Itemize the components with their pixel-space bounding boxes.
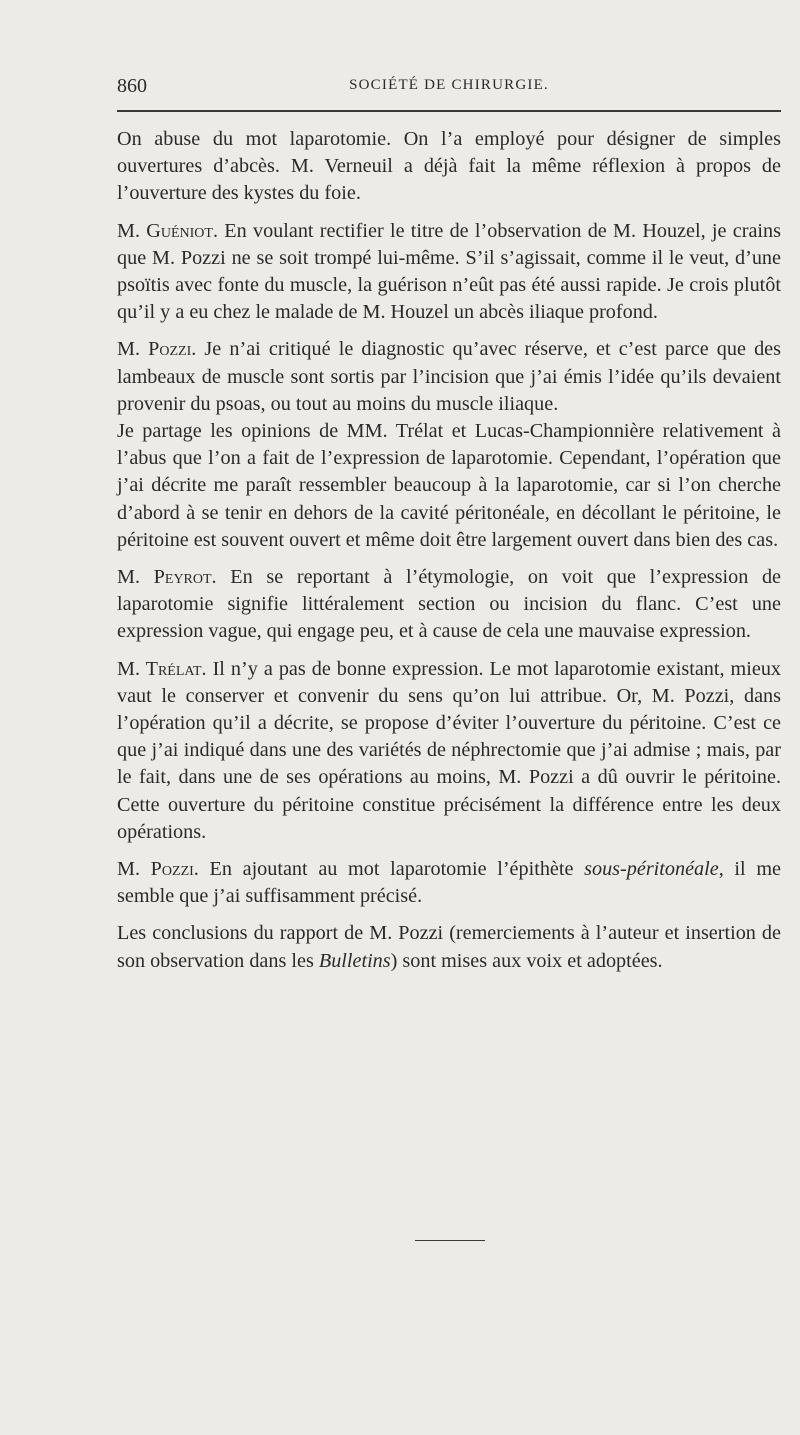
italic-term: sous-péritonéale xyxy=(584,858,719,881)
paragraph xyxy=(117,126,781,208)
paragraph xyxy=(117,418,781,554)
speaker-name: M. Pozzi. xyxy=(117,338,197,361)
paragraph xyxy=(117,564,781,646)
paragraph-text: En se reportant à l’étymologie, on voit que l’expression de laparotomie signifie littéralement section ou incision du flanc. C’est une expression vague, qui engage peu, et à cause de cela une mauvaise expression. xyxy=(117,566,782,643)
paragraph xyxy=(117,656,781,846)
running-title: SOCIÉTÉ DE CHIRURGIE. xyxy=(349,77,549,93)
paragraph-text: ) sont mises aux voix et adoptées. xyxy=(390,949,663,972)
header-rule xyxy=(117,110,781,112)
speaker-name: M. Peyrot. xyxy=(117,566,217,589)
page-number: 860 xyxy=(117,75,147,97)
paragraph-text: , il me semble que j’ai suffisamment précisé. xyxy=(117,858,781,908)
paragraph-text: On abuse du mot laparotomie. On l’a employé pour désigner de simples ouvertures d’abcès. M. Verneuil a déjà fait la même réflexion à propos de l’ouverture des kystes du foie. xyxy=(117,128,781,205)
paragraph xyxy=(117,336,781,418)
end-rule xyxy=(415,1240,485,1241)
paragraph-text: En ajoutant au mot laparotomie l’épithète xyxy=(198,858,585,881)
paragraph xyxy=(117,218,781,327)
paragraph-text: En voulant rectifier le titre de l’observation de M. Houzel, je crains que M. Pozzi ne se soit trompé lui-même. S’il s’agissait, comme il le veut, d’une psoïtis avec fonte du muscle, la guérison n’eût pas été aussi rapide. Je crois plutôt qu’il y a eu chez le malade de M. Houzel un abcès iliaque profond. xyxy=(117,219,781,324)
speaker-name: M. Trélat. xyxy=(117,657,207,680)
paragraph-text: Il n’y a pas de bonne expression. Le mot laparotomie existant, mieux vaut le conserver et convenir du sens qu’on lui attribue. Or, M. Pozzi, dans l’opération qu’il a décrite, se propose d’éviter l’ouverture du péritoine. C’est ce que j’ai indiqué dans une des variétés de néphrectomie que j’ai admise ; mais, par le fait, dans une de ses opérations au moins, M. Pozzi a dû ouvrir le péritoine. Cette ouverture du péritoine constitue précisément la différence entre les deux opérations. xyxy=(117,657,782,843)
speaker-name: M. Pozzi. xyxy=(117,858,199,881)
speaker-name: M. Guéniot. xyxy=(117,219,218,242)
paragraph-text: Je n’ai critiqué le diagnostic qu’avec réserve, et c’est parce que des lambeaux de muscle sont sortis par l’incision que j’ai émis l’idée qu’ils devaient provenir du psoas, ou tout au moins du muscle iliaque. xyxy=(117,338,781,415)
italic-term: Bulletins xyxy=(318,949,391,972)
page-header xyxy=(117,75,781,103)
paragraph-text: Je partage les opinions de MM. Trélat et Lucas-Championnière relativement à l’abus que l’on a fait de l’expression de laparotomie. Cependant, l’opération que j’ai décrite me paraît ressembler beaucoup à la laparotomie, car si l’on cherche d’abord à se tenir en dehors de la cavité péritonéale, en décollant le péritoine, le péritoine est souvent ouvert et même doit être largement ouvert dans bien des cas. xyxy=(117,420,781,551)
paragraph xyxy=(117,920,781,974)
paragraph-text: Les conclusions du rapport de M. Pozzi (remerciements à l’auteur et insertion de son observation dans les xyxy=(117,922,781,972)
paragraph xyxy=(117,856,781,910)
body-text xyxy=(117,126,781,985)
